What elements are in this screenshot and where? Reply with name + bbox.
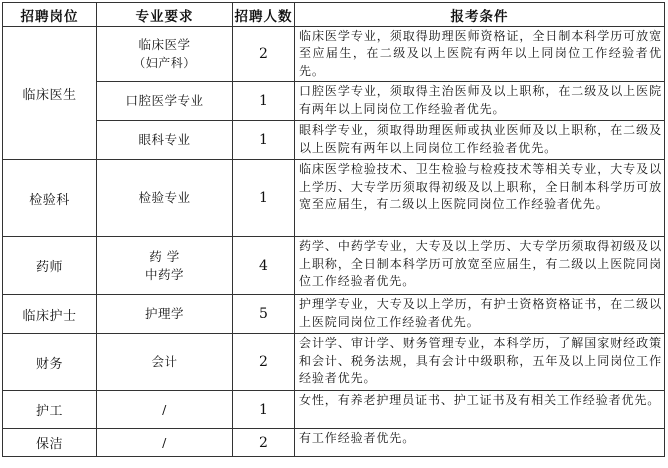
table-row bbox=[3, 160, 665, 237]
conditions-cell: 药学、中药学专业，大专及以上学历、大专学历须取得初级及以上职称，全日制本科学历可放宽至应届生，有二级以上医院同岗位工作经验者优先。 bbox=[295, 237, 665, 295]
table-row bbox=[3, 121, 665, 160]
major-line: （妇产科） bbox=[133, 56, 196, 71]
count-cell: 1 bbox=[233, 82, 295, 121]
conditions-cell: 眼科学专业，须取得助理医师或执业医师及以上职称，在二级及以上医院有两年以上同岗位工作经验者优先。 bbox=[295, 121, 665, 160]
position-cell: 临床医生 bbox=[3, 27, 97, 160]
table-row bbox=[3, 334, 665, 391]
conditions-cell: 女性，有养老护理员证书、护工证书及有相关工作经验者优先。 bbox=[295, 391, 665, 429]
major-cell bbox=[97, 237, 233, 295]
count-cell: 2 bbox=[233, 334, 295, 391]
position-cell: 临床护士 bbox=[3, 295, 97, 334]
count-cell: 2 bbox=[233, 429, 295, 457]
position-cell: 护工 bbox=[3, 391, 97, 429]
header-major: 专业要求 bbox=[97, 3, 233, 27]
major-cell: 口腔医学专业 bbox=[97, 82, 233, 121]
table-row bbox=[3, 27, 665, 82]
conditions-cell: 会计学、审计学、财务管理专业，本科学历，了解国家财经政策和会计、税务法规，具有会计中级职称，五年及以上同岗位工作经验者优先。 bbox=[295, 334, 665, 391]
conditions-cell: 口腔医学专业，须取得主治医师及以上职称，在二级及以上医院有两年以上同岗位工作经验者优先。 bbox=[295, 82, 665, 121]
conditions-cell: 临床医学专业，须取得助理医师资格证，全日制本科学历可放宽至应届生，在二级及以上医院有两年以上同岗位工作经验者优先。 bbox=[295, 27, 665, 82]
major-cell: / bbox=[97, 429, 233, 457]
major-cell: 眼科专业 bbox=[97, 121, 233, 160]
major-cell: / bbox=[97, 391, 233, 429]
table-row bbox=[3, 429, 665, 457]
recruitment-table bbox=[2, 2, 665, 457]
conditions-cell: 临床医学检验技术、卫生检验与检疫技术等相关专业，大专及以上学历、大专学历须取得初级及以上职称，全日制本科学历可放宽至应届生，有二级以上医院同岗位工作经验者优先。 bbox=[295, 160, 665, 237]
table-row bbox=[3, 82, 665, 121]
count-cell: 5 bbox=[233, 295, 295, 334]
table-row bbox=[3, 295, 665, 334]
major-line: 临床医学 bbox=[138, 37, 191, 53]
header-conditions: 报考条件 bbox=[295, 3, 665, 27]
count-cell: 1 bbox=[233, 391, 295, 429]
table-row bbox=[3, 391, 665, 429]
header-count: 招聘人数 bbox=[233, 3, 295, 27]
count-cell: 1 bbox=[233, 121, 295, 160]
table-row bbox=[3, 237, 665, 295]
position-cell: 财务 bbox=[3, 334, 97, 391]
position-cell: 药师 bbox=[3, 237, 97, 295]
conditions-cell: 有工作经验者优先。 bbox=[295, 429, 665, 457]
position-cell: 保洁 bbox=[3, 429, 97, 457]
major-cell bbox=[97, 27, 233, 82]
major-line: 药 学 bbox=[149, 248, 180, 264]
header-row bbox=[3, 3, 665, 27]
count-cell: 1 bbox=[233, 160, 295, 237]
conditions-cell: 护理学专业，大专及以上学历，有护士资格资格证书，在二级以上医院同岗位工作经验者优先。 bbox=[295, 295, 665, 334]
major-cell: 检验专业 bbox=[97, 160, 233, 237]
major-cell: 护理学 bbox=[97, 295, 233, 334]
count-cell: 2 bbox=[233, 27, 295, 82]
count-cell: 4 bbox=[233, 237, 295, 295]
major-line: 中药学 bbox=[144, 266, 184, 282]
position-cell: 检验科 bbox=[3, 160, 97, 237]
major-cell: 会计 bbox=[97, 334, 233, 391]
header-position: 招聘岗位 bbox=[3, 3, 97, 27]
